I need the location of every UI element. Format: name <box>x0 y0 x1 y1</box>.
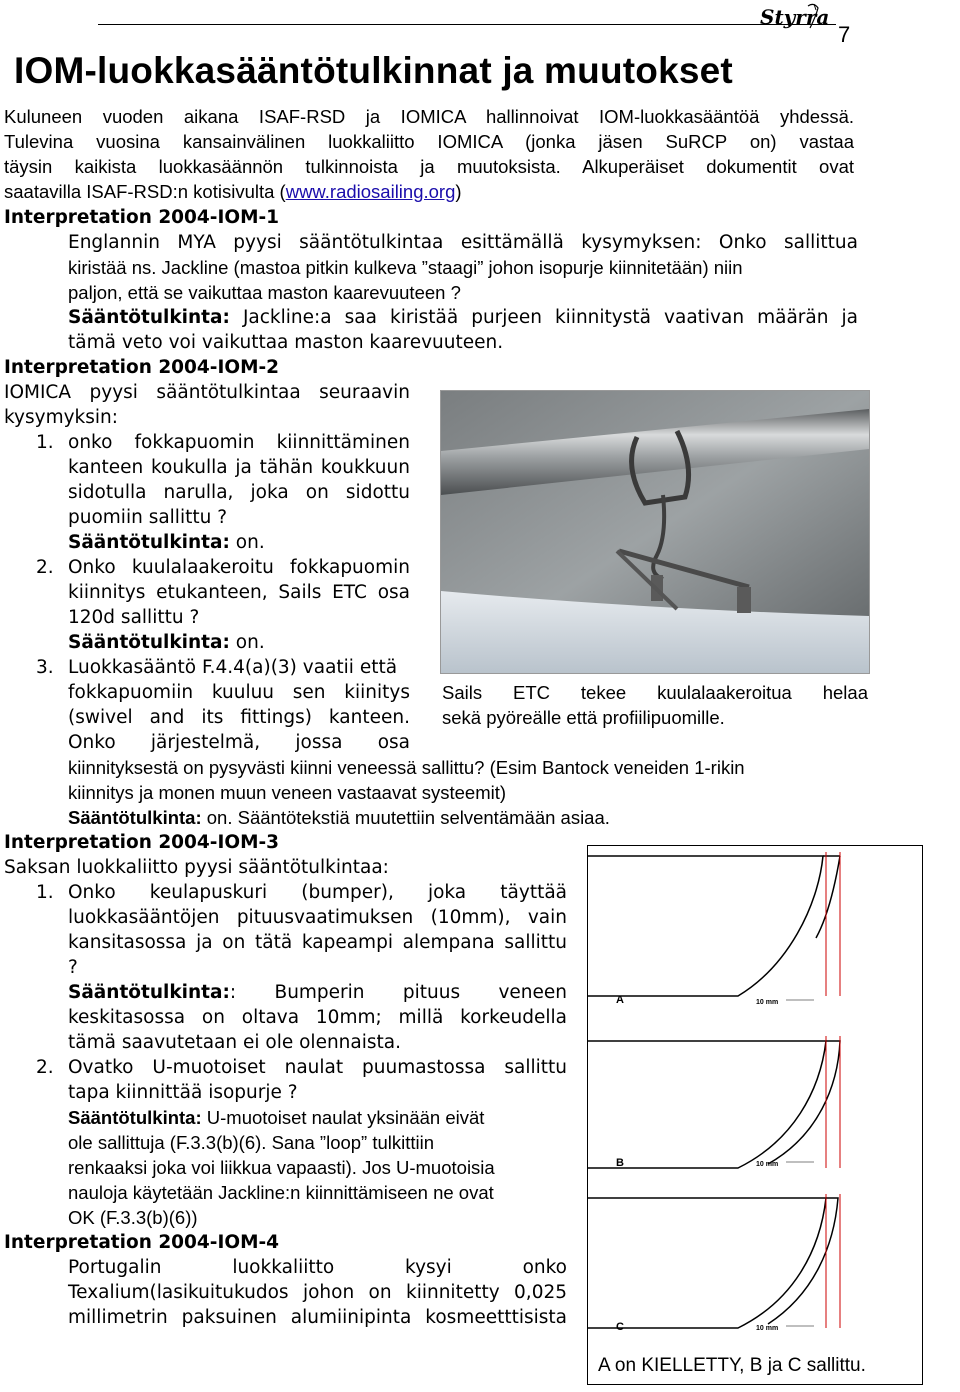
interp1-question-3: paljon, että se vaikuttaa maston kaarevuuteen ? <box>68 282 461 303</box>
interp3-q2-line-2: tapa kiinnittää isopurje ? <box>68 1082 298 1103</box>
interp2-a2-text: on. <box>229 632 265 653</box>
interp3-q1-line-2: luokkasääntöjen pituusvaatimuksen (10mm), vain <box>68 907 567 928</box>
interp3-heading: Interpretation 2004-IOM-3 <box>4 832 280 853</box>
interp2-q2-line-2: kiinnitys etukanteen, Sails ETC osa <box>68 582 410 603</box>
rule-label: Sääntötulkinta: <box>68 532 230 553</box>
interp2-a2 <box>68 630 265 655</box>
interp3-q2-line-1: Ovatko U-muotoiset naulat puumastossa sallittu <box>68 1057 567 1078</box>
interp2-q1-line-3: sidotulla narulla, joka on sidottu <box>68 482 410 503</box>
interp3-num-2: 2. <box>36 1057 54 1078</box>
interp2-num-3: 3. <box>36 657 54 678</box>
interp2-a3-text: on. Sääntötekstiä muutettiin selventämään asiaa. <box>201 807 610 828</box>
radiosailing-link[interactable]: www.radiosailing.org <box>285 181 456 202</box>
interp3-q1-line-3: kansitasossa ja on tätä kapeampi alempana sallittu <box>68 932 567 953</box>
interp3-a2-line-1 <box>68 1105 484 1130</box>
interp1-answer-1 <box>68 305 858 330</box>
interp1-question-1: Englannin MYA pyysi sääntötulkintaa esittämällä kysymyksen: Onko sallittua <box>68 232 858 253</box>
interp2-q3-line-2: fokkapuomiin kuuluu sen kiinitys <box>68 682 410 703</box>
interp3-num-1: 1. <box>36 882 54 903</box>
interp3-a2-line-4: nauloja käytetään Jackline:n kiinnittämiseen ne ovat <box>68 1182 494 1203</box>
intro-line-3: täysin kaikista luokkasäännön tulkinnoista ja muutoksista. Alkuperäiset dokumentit ovat <box>4 156 854 177</box>
interp2-q3-line-4: Onko järjestelmä, jossa osa <box>68 732 410 753</box>
interp3-a1-line-1 <box>68 980 567 1005</box>
diagram-caption: A on KIELLETTY, B ja C sallittu. <box>598 1355 866 1376</box>
rule-label: Sääntötulkinta: <box>68 632 230 653</box>
interp1-heading: Interpretation 2004-IOM-1 <box>4 207 280 228</box>
interp2-a1-text: on. <box>229 532 265 553</box>
bumper-diagram-svg <box>588 846 922 1346</box>
hull-a <box>588 852 840 996</box>
interp3-a2-line-5: OK (F.3.3(b)(6)) <box>68 1207 198 1228</box>
dimension-b: 10 mm <box>756 1161 779 1168</box>
interp1-answer-2: tämä veto voi vaikuttaa maston kaarevuuteen. <box>68 332 504 353</box>
intro-close: ) <box>455 181 462 202</box>
intro-line-4 <box>4 179 462 204</box>
interp2-intro-2: kysymyksin: <box>4 407 119 428</box>
dimension-c: 10 mm <box>756 1325 779 1332</box>
interp3-intro: Saksan luokkaliitto pyysi sääntötulkintaa: <box>4 857 389 878</box>
interp2-q1-line-2: kanteen koukulla ja tähän koukkuun <box>68 457 410 478</box>
page-title: IOM-luokkasääntötulkinnat ja muutokset <box>14 50 733 91</box>
photo-caption-line-2: sekä pyöreälle että profiilipuomille. <box>442 707 725 728</box>
interp2-q3-line-1: Luokkasääntö F.4.4(a)(3) vaatii että <box>68 657 398 678</box>
rule-label: Sääntötulkinta: <box>68 982 230 1003</box>
interp3-a2-line-2: ole sallittuja (F.3.3(b)(6). Sana ”loop” tulkittiin <box>68 1132 435 1153</box>
interp3-a1-line-2: keskitasossa on oltava 10mm; millä korkeudella <box>68 1007 567 1028</box>
interp2-num-2: 2. <box>36 557 54 578</box>
interp2-q1-line-1: onko fokkapuomin kiinnittäminen <box>68 432 410 453</box>
interp2-intro-1: IOMICA pyysi sääntötulkintaa seuraavin <box>4 382 410 403</box>
interp2-q1-line-4: puomiin sallittu ? <box>68 507 228 528</box>
styrra-logo <box>758 2 836 34</box>
interp2-a1 <box>68 530 265 555</box>
label-a: A <box>616 994 624 1006</box>
interp2-heading: Interpretation 2004-IOM-2 <box>4 357 280 378</box>
dimension-a: 10 mm <box>756 999 779 1006</box>
interp4-line-1: Portugalin luokkaliitto kysyi onko <box>68 1257 567 1278</box>
rule-label: Sääntötulkinta: <box>68 1107 202 1128</box>
interp3-a2-line-3: renkaaksi joka voi liikkua vapaasti). Jos U-muotoisia <box>68 1157 495 1178</box>
interp2-a3 <box>68 805 610 830</box>
page-number: 7 <box>838 22 851 47</box>
boom-fitting-photo <box>440 390 870 674</box>
interp3-a1-line-3: tämä saavutetaan ei ole olennaista. <box>68 1032 401 1053</box>
photo-caption <box>442 680 868 730</box>
interp2-q2-line-3: 120d sallittu ? <box>68 607 200 628</box>
svg-text:Styrra: Styrra <box>760 5 830 29</box>
hull-b <box>588 1036 840 1168</box>
label-c: C <box>616 1321 624 1333</box>
intro-line-1: Kuluneen vuoden aikana ISAF-RSD ja IOMICA hallinnoivat IOM-luokkasääntöä yhdessä. <box>4 106 854 127</box>
interp4-line-3: millimetrin paksuinen alumiinipinta kosmeetttisista <box>68 1307 567 1328</box>
rule-label: Sääntötulkinta: <box>68 307 230 328</box>
interp4-line-2: Texalium(lasikuitukudos johon on kiinnitetty 0,025 <box>68 1282 567 1303</box>
interp3-a2-text: U-muotoiset naulat yksinään eivät <box>201 1107 485 1128</box>
hull-c <box>588 1194 840 1328</box>
photo-caption-line-1: Sails ETC tekee kuulalaakeroitua helaa <box>442 682 868 703</box>
interp2-q2-line-1: Onko kuulalaakeroitu fokkapuomin <box>68 557 410 578</box>
bumper-diagram <box>587 845 923 1385</box>
interp3-a1-text: : Bumperin pituus veneen <box>229 982 567 1003</box>
interp3-q1-line-1: Onko keulapuskuri (bumper), joka täyttää <box>68 882 567 903</box>
interp2-q3-line-5: kiinnityksestä on pysyvästi kiinni veneessä sallittu? (Esim Bantock veneiden 1-rikin <box>68 757 745 778</box>
intro-line-2: Tulevina vuosina kansainvälinen luokkaliitto IOMICA (jonka jäsen SuRCP on) vastaa <box>4 131 854 152</box>
interp1-question-2: kiristää ns. Jackline (mastoa pitkin kulkeva ”staagi” johon isopurje kiinnitetään) niin <box>68 257 743 278</box>
interp2-q3-line-6: kiinnitys ja monen muun veneen vastaavat systeemit) <box>68 782 507 803</box>
interp1-answer-text: Jackline:a saa kiristää purjeen kiinnitystä vaativan määrän ja <box>229 307 858 328</box>
interp2-q3-line-3: (swivel and its fittings) kanteen. <box>68 707 410 728</box>
rule-label: Sääntötulkinta: <box>68 807 202 828</box>
header-rule <box>98 24 836 25</box>
label-b: B <box>616 1157 624 1169</box>
interp4-heading: Interpretation 2004-IOM-4 <box>4 1232 280 1253</box>
interp2-num-1: 1. <box>36 432 54 453</box>
interp3-q1-line-4: ? <box>68 957 78 978</box>
intro-line-4-text: saatavilla ISAF-RSD:n kotisivulta ( <box>4 181 286 202</box>
